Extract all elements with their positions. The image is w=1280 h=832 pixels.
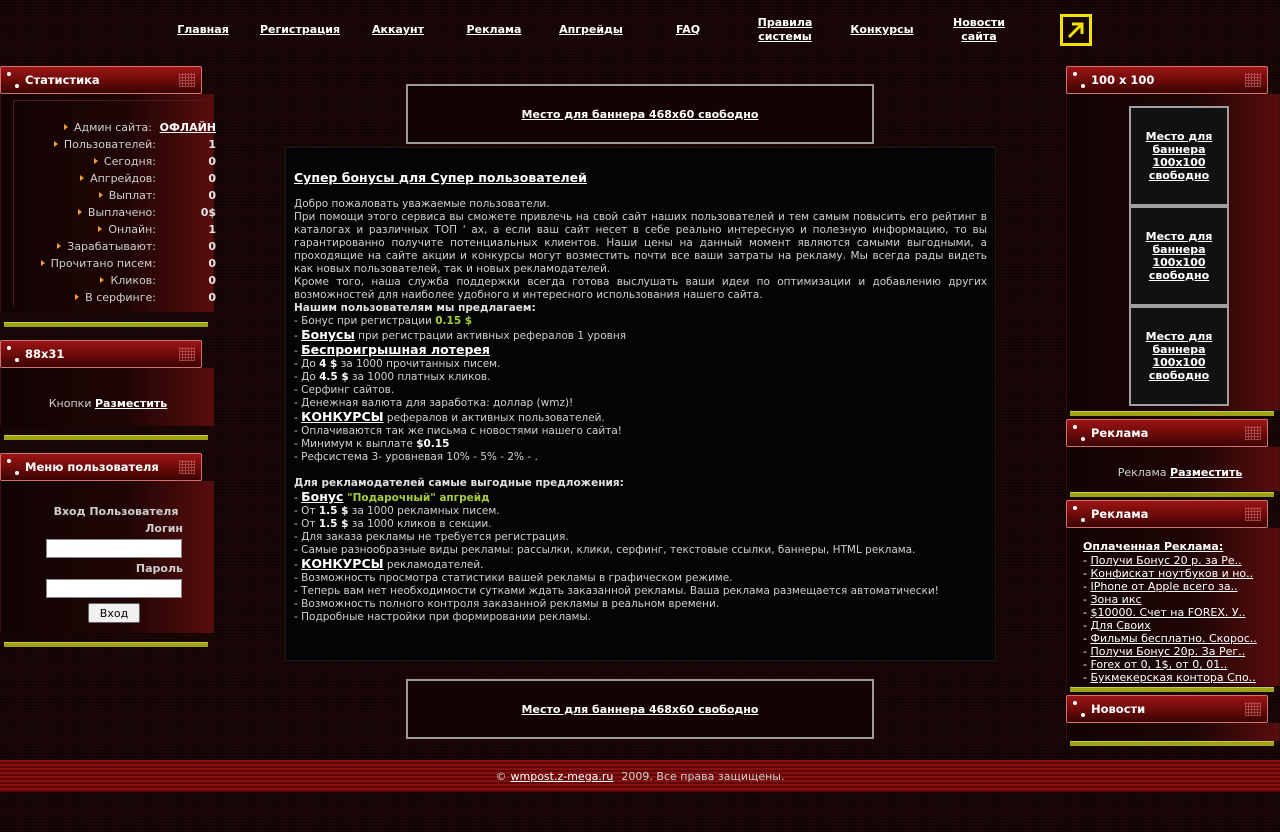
adv-line: - Возможность просмотра статистики вашей рекламы в графическом режиме. — [294, 572, 733, 584]
ads1-body — [1066, 447, 1280, 491]
ads2-title: Реклама — [1091, 507, 1149, 521]
stat-row-users: Пользователей: 1 — [14, 138, 214, 155]
grid-icon — [179, 460, 195, 474]
paid-ad-link[interactable]: Forex от 0, 1$, от 0, 01.. — [1090, 658, 1228, 671]
adv-line: - Самые разнообразные виды рекламы: рассылки, клики, серфинг, текстовые ссылки, баннеры, HTML реклама. — [294, 544, 916, 556]
grid-icon — [1245, 702, 1261, 716]
stat-row-clicks: Кликов: 0 — [14, 274, 214, 291]
ads1-header — [1066, 419, 1268, 447]
offer-line: - Беспроигрышная лотерея — [294, 342, 490, 357]
adv-line: - От 1.5 $ за 1000 рекламных писем. — [294, 505, 500, 517]
paid-ads-title[interactable]: Оплаченная Реклама: — [1083, 540, 1224, 553]
adv-line: - Для заказа рекламы не требуется регистрация. — [294, 531, 569, 543]
nav-upgrades-link[interactable]: Апгрейды — [559, 23, 623, 36]
buttons88-place-link[interactable]: Разместить — [94, 397, 168, 410]
paid-ad-link[interactable]: Конфискат ноутбуков и но.. — [1090, 567, 1254, 580]
bottom-banner-slot[interactable]: Место для баннера 468x60 свободно — [406, 679, 874, 739]
user-menu-body — [0, 481, 214, 633]
adv-line: - Подробные настройки при формировании рекламы. — [294, 611, 592, 623]
nav-faq-link[interactable]: FAQ — [675, 23, 701, 36]
list-item: - $10000. Счет на FOREX. У.. — [1083, 606, 1246, 619]
lottery-link[interactable]: Беспроигрышная лотерея — [301, 342, 490, 357]
top-banner-slot[interactable]: Место для баннера 468x60 свободно — [406, 84, 874, 144]
copyright-sign: © — [495, 769, 507, 783]
login-submit-button[interactable]: Вход — [88, 603, 140, 623]
news-title: Новости — [1091, 702, 1146, 716]
nav-advert-link[interactable]: Реклама — [466, 23, 522, 36]
footer-rights: 2009. Все права защищены. — [621, 769, 785, 783]
dots-icon — [1073, 425, 1087, 443]
offer-line: - Серфинг сайтов. — [294, 384, 395, 396]
banner100-slot-2[interactable]: Место для баннера 100x100 свободно — [1129, 206, 1229, 306]
stats-body — [0, 94, 214, 312]
main-title: Супер бонусы для Супер пользователей — [294, 170, 587, 185]
stat-row-letters: Прочитано писем: 0 — [14, 257, 214, 274]
paid-ad-link[interactable]: Получи Бонус 20 р. за Ре.. — [1090, 554, 1242, 567]
list-item: - Получи Бонус 20р. За Рег.. — [1083, 645, 1246, 658]
buttons88-body — [0, 368, 214, 426]
admin-status-link[interactable]: ОФЛАЙН — [159, 121, 216, 134]
offer-line: - Бонусы при регистрации активных рефералов 1 уровня — [294, 327, 627, 342]
grid-icon — [1245, 73, 1261, 87]
list-item: - Фильмы бесплатно. Скорос.. — [1083, 632, 1257, 645]
bullet-arrow-icon — [100, 277, 104, 283]
stat-row-today: Сегодня: 0 — [14, 155, 214, 172]
arrow-up-right-icon[interactable] — [1060, 14, 1092, 46]
bullet-arrow-icon — [78, 209, 82, 215]
buttons88-footer-bar — [4, 435, 208, 440]
ads1-title: Реклама — [1091, 426, 1149, 440]
nav-account-link[interactable]: Аккаунт — [371, 23, 424, 36]
stats-footer-bar — [4, 322, 208, 327]
list-item: - IPhone от Apple всего за.. — [1083, 580, 1238, 593]
login-heading: Вход Пользователя — [53, 505, 179, 518]
stats-title: Статистика — [25, 73, 100, 87]
dots-icon — [7, 459, 21, 477]
paid-ad-link[interactable]: Для Своих — [1090, 619, 1151, 632]
top-navigation — [0, 0, 1280, 60]
grid-icon — [1245, 426, 1261, 440]
stat-row-online: Онлайн: 1 — [14, 223, 214, 240]
ads1-line: Реклама Разместить — [1117, 466, 1243, 479]
b100-title: 100 x 100 — [1091, 73, 1155, 87]
advertisers-heading: Для рекламодателей самые выгодные предложения: — [294, 477, 624, 489]
ads2-footer-bar — [1070, 687, 1274, 692]
users-heading: Нашим пользователям мы предлагаем: — [294, 302, 536, 314]
grid-icon — [1245, 507, 1261, 521]
news-footer-bar — [1070, 741, 1274, 746]
stats-header — [0, 66, 202, 94]
nav-news-link[interactable]: Новости сайта — [953, 16, 1005, 43]
dots-icon — [1073, 701, 1087, 719]
paid-ad-link[interactable]: Получи Бонус 20р. За Рег.. — [1090, 645, 1246, 658]
paid-ad-link[interactable]: Фильмы бесплатно. Скорос.. — [1090, 632, 1257, 645]
nav-rules-link[interactable]: Правила системы — [757, 16, 813, 43]
stat-row-admin: Админ сайта: ОФЛАЙН — [14, 121, 214, 138]
offer-line: - До 4.5 $ за 1000 платных кликов. — [294, 371, 491, 383]
footer-site-link[interactable]: wmpost.z-mega.ru — [510, 769, 614, 783]
offer-line: - Рефсистема 3- уровневая 10% - 5% - 2% - . — [294, 451, 538, 463]
adv-contests-link[interactable]: КОНКУРСЫ — [301, 556, 384, 571]
offer-line: - Минимум к выплате $0.15 — [294, 438, 450, 450]
bullet-arrow-icon — [98, 226, 102, 232]
footer — [0, 760, 1280, 792]
ads2-header — [1066, 500, 1268, 528]
adv-line: - От 1.5 $ за 1000 кликов в секции. — [294, 518, 492, 530]
password-label: Пароль — [135, 562, 183, 575]
list-item: - Forex от 0, 1$, от 0, 01.. — [1083, 658, 1228, 671]
paid-ad-link[interactable]: Букмекерская контора Спо.. — [1090, 671, 1256, 684]
stats-inner — [13, 100, 216, 306]
greeting-text: Добро пожаловать уважаемые пользователи. — [294, 198, 550, 210]
buttons88-title: 88x31 — [25, 347, 65, 361]
banner100-slot-1[interactable]: Место для баннера 100x100 свободно — [1129, 106, 1229, 206]
list-item: - Для Своих — [1083, 619, 1151, 632]
user-menu-footer-bar — [4, 642, 208, 647]
dots-icon — [1073, 72, 1087, 90]
paid-ad-link[interactable]: $10000. Счет на FOREX. У.. — [1090, 606, 1246, 619]
bullet-arrow-icon — [94, 158, 98, 164]
password-input[interactable] — [46, 579, 182, 598]
bullet-arrow-icon — [75, 294, 79, 300]
list-item: - Получи Бонус 20 р. за Ре.. — [1083, 554, 1242, 567]
stat-row-paid: Выплачено: 0$ — [14, 206, 214, 223]
nav-register-link[interactable]: Регистрация — [259, 23, 341, 36]
paid-ad-link[interactable]: Зона икс — [1090, 593, 1142, 606]
offer-line: - Бонус при регистрации 0.15 $ — [294, 315, 473, 327]
offer-line: - Денежная валюта для заработка: доллар (wmz)! — [294, 397, 574, 409]
offer-line: - Оплачиваются так же письма с новостями нашего сайта! — [294, 425, 623, 437]
bonuses-link[interactable]: Бонусы — [301, 327, 355, 342]
grid-icon — [179, 73, 195, 87]
paid-ad-link[interactable]: IPhone от Apple всего за.. — [1090, 580, 1238, 593]
stat-row-earning: Зарабатывают: 0 — [14, 240, 214, 257]
list-item: - Конфискат ноутбуков и но.. — [1083, 567, 1254, 580]
ads1-footer-bar — [1070, 492, 1274, 497]
offer-line: - КОНКУРСЫ рефералов и активных пользователей. — [294, 409, 605, 424]
login-input[interactable] — [46, 539, 182, 558]
stat-row-payouts: Выплат: 0 — [14, 189, 214, 206]
nav-contests-link[interactable]: Конкурсы — [850, 23, 914, 36]
list-item: - Зона икс — [1083, 593, 1142, 606]
intro-paragraph: При помощи этого сервиса вы сможете привлечь на свой сайт наших пользователей и тем самым повысить его рейтинг в каталогах и различных ТОП ' ах, а если ваш сайт несет в себе реально интересную и полезную информацию, то вы гарантированно получите потенциальных клиентов. Наши цены на данный момент являются самыми выгодными, а проходящие на сайте акции и конкурсы могут возместить почти все ваши затраты на рекламу. Мы всегда рады видеть как новых пользователей, так и новых рекламодателей. — [294, 211, 987, 275]
buttons88-line: Кнопки Разместить — [48, 397, 168, 410]
contests-link[interactable]: КОНКУРСЫ — [301, 409, 384, 424]
adv-line: - Возможность полного контроля заказанной рекламы в реальном времени. — [294, 598, 720, 610]
login-label: Логин — [145, 522, 183, 535]
news-body — [1066, 723, 1280, 741]
adv-bonus-link[interactable]: Бонус — [301, 489, 344, 504]
stat-row-surfing: В серфинге: 0 — [14, 291, 214, 308]
support-paragraph: Кроме того, наша служба поддержки всегда готова выслушать ваши идеи по оптимизации и добавлению других возможностей для наиболее удобного и интересного использования нашего сайта. — [294, 276, 987, 301]
dots-icon — [1073, 506, 1087, 524]
b100-footer-bar — [1070, 411, 1274, 416]
stat-row-upgrades: Апгрейдов: 0 — [14, 172, 214, 189]
ads1-place-link[interactable]: Разместить — [1170, 466, 1243, 479]
bullet-arrow-icon — [80, 175, 84, 181]
nav-home-link[interactable]: Главная — [177, 23, 229, 36]
user-menu-header — [0, 453, 202, 481]
dots-icon — [7, 72, 21, 90]
buttons88-header — [0, 340, 202, 368]
main-content — [285, 147, 996, 661]
list-item: - Букмекерская контора Спо.. — [1083, 671, 1256, 684]
dots-icon — [7, 346, 21, 364]
bullet-arrow-icon — [41, 260, 45, 266]
news-header — [1066, 695, 1268, 723]
bullet-arrow-icon — [54, 141, 58, 147]
grid-icon — [179, 347, 195, 361]
adv-line: - Теперь вам нет необходимости сутками ждать заказанной рекламы. Ваша реклама размещается автоматически! — [294, 585, 939, 597]
banner100-slot-3[interactable]: Место для баннера 100x100 свободно — [1129, 306, 1229, 406]
paid-ads-list — [1083, 540, 1273, 684]
bullet-arrow-icon — [99, 192, 103, 198]
user-menu-title: Меню пользователя — [25, 460, 159, 474]
adv-line: - Бонус "Подарочный" апгрейд — [294, 489, 490, 504]
b100-header — [1066, 66, 1268, 94]
offer-line: - До 4 $ за 1000 прочитанных писем. — [294, 358, 501, 370]
bullet-arrow-icon — [57, 243, 61, 249]
adv-line: - КОНКУРСЫ рекламодателей. — [294, 556, 484, 571]
bullet-arrow-icon — [64, 124, 68, 130]
